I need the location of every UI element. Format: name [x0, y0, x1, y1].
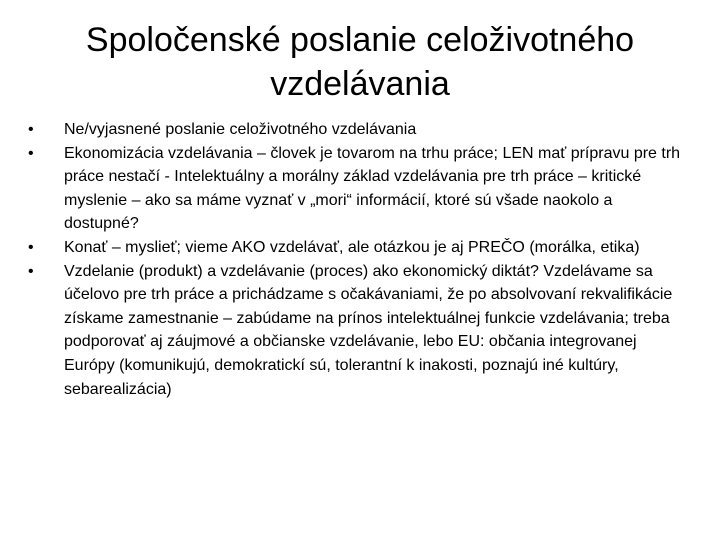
slide-title: Spoločenské poslanie celoživotného vzdelávania — [85, 21, 635, 103]
bullet-item — [28, 142, 684, 236]
bullet-item — [28, 260, 684, 402]
bullet-marker: • — [28, 121, 34, 138]
bullet-text: Ne/vyjasnené poslanie celoživotného vzdelávania — [64, 121, 417, 138]
bullet-item — [28, 118, 684, 142]
bullet-list — [28, 118, 684, 401]
bullet-item — [28, 236, 684, 260]
bullet-text: Konať – myslieť; vieme AKO vzdelávať, ale otázkou je aj PREČO (morálka, etika) — [64, 238, 640, 256]
bullet-marker: • — [28, 262, 34, 280]
bullet-text: Ekonomizácia vzdelávania – človek je tovarom na trhu práce; LEN mať prípravu pre trh práce nestačí - Intelektuálny a morálny základ vzdelávania pre trh práce – kritické myslenie – ako sa máme vyznať v „mori“ informácií, ktoré sú všade naokolo a dostupné? — [64, 144, 681, 233]
bullet-text: Vzdelanie (produkt) a vzdelávanie (proces) ako ekonomický diktát? Vzdelávame sa účelovo pre trh práce a prichádzame s očakávaniami, že po absolvovaní rekvalifikácie získame zamestnanie – zabúdame na prínos intelektuálnej funkcie vzdelávania; treba podporovať aj záujmové a občianske vzdelávanie, lebo EU: občania integrovanej Európy (komunikujú, demokratickí sú, tolerantní k inakosti, poznajú iné kultúry, sebarealizácia) — [64, 262, 673, 398]
bullet-marker: • — [28, 238, 34, 256]
bullet-marker: • — [28, 144, 34, 162]
